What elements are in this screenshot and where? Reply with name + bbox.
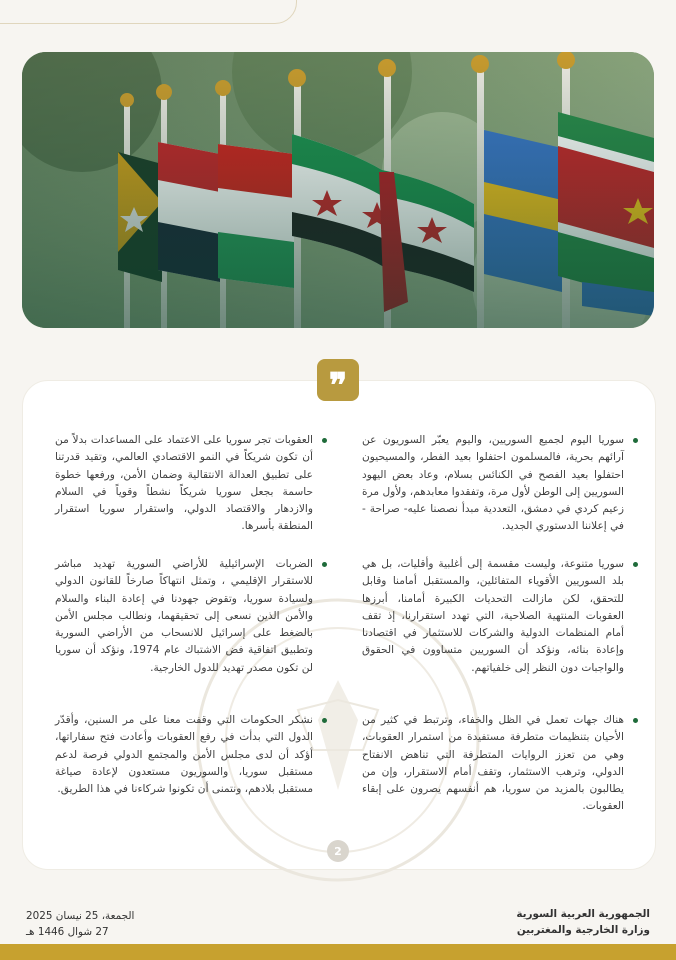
bullet-dot-icon <box>322 718 327 723</box>
bullet-item <box>362 556 624 677</box>
bullet-dot-icon <box>633 718 638 723</box>
page-number: 2 <box>327 840 349 862</box>
top-decorative-frame <box>0 0 297 24</box>
bullet-dot-icon <box>633 562 638 567</box>
bullet-dot-icon <box>322 438 327 443</box>
hijri-date: 27 شوال 1446 هـ <box>26 926 109 938</box>
bullet-dot-icon <box>322 562 327 567</box>
bullet-item <box>55 556 313 677</box>
bullet-item <box>55 712 313 798</box>
bullet-text: العقوبات تجر سوريا على الاعتماد على المساعدات بدلاً من أن تكون شريكاً في النمو الاقتصادي العالمي، وتقيد قدرتنا على تطبيق العدالة الانتقالية وضمان الأمن، ورفعها خطوة حاسمة بجعل سوريا شريكاً نشطاً وقوياً في السلام والازدهار والاقتصاد الدولي، واستقرار سوريا استقرار المنطقة بأسرها. <box>55 434 313 533</box>
bullet-text: نشكر الحكومات التي وقفت معنا على مر السنين، وأقدّر الدول التي بدأت في رفع العقوبات وأعادت فتح سفاراتها، أؤكد أن لدى مجلس الأمن والمجتمع الدولي فرصة لدعم مستقبل سوريا، والسوريون مستعدون لإعادة صياغة مستقبل بلادهم، ونتمنى أن تكونوا شركاءنا في هذا الطريق. <box>55 714 313 796</box>
bottom-accent-bar <box>0 944 676 960</box>
date-footer <box>26 908 134 940</box>
bullet-text: الضربات الإسرائيلية للأراضي السورية تهديد مباشر للاستقرار الإقليمي ، وتمثل انتهاكاً صارخاً للقانون الدولي ولسيادة سوريا، وتقوض جهودنا في إعادة البناء والسلام والأمن الذين نسعى إلى تحقيقهما، ونطالب مجلس الأمن بالضغط على إسرائيل للانسحاب من الأراضي السورية وتطبيق اتفاقية فض الاشتباك عام 1974، ونؤكد أن سوريا لن تكون مصدر تهديد للدول الخارجية. <box>55 558 314 674</box>
ministry-footer <box>516 906 650 938</box>
bullet-item <box>362 712 624 816</box>
country-name: الجمهورية العربية السورية <box>516 908 650 920</box>
bullet-item <box>362 432 624 536</box>
quote-icon: ❞ <box>317 359 359 401</box>
ministry-name: وزارة الخارجية والمغتربين <box>516 924 650 936</box>
bullet-item <box>55 432 313 536</box>
gregorian-date: الجمعة، 25 نيسان 2025 <box>26 910 135 922</box>
flags-photo <box>22 52 654 328</box>
bullet-text: سوريا اليوم لجميع السوريين، واليوم يعبّر السوريون عن آرائهم بحرية، فالمسلمون احتفلوا بعيد الفطر، والمسيحيون احتفلوا بعيد الفصح في الكنائس بسلام، وعاد بعض اليهود السوريين إلى الوطن لأول مرة، وتفقدوا معابدهم، ولأول مرة زعيم كردي في دمشق، التعددية مبدأ نصصنا عليه- صراحة - في إعلاننا الدستوري الجديد. <box>362 434 624 533</box>
bullet-text: هناك جهات تعمل في الظل والخفاء، وترتبط في كثير من الأحيان بتنظيمات متطرفة مستفيدة من استمرار العقوبات، وهي من تعزز الروايات المتطرفة التي تناهض الانفتاح الدولي، وترهب الاستثمار، وتقف أمام الاستقرار، وإن من يطالبون بالمزيد من سوريا، هم أنفسهم يصرون على إبقاء العقوبات. <box>362 714 624 813</box>
bullet-dot-icon <box>633 438 638 443</box>
bullet-text: سوريا متنوعة، وليست مقسمة إلى أغلبية وأقليات، بل هي بلد السوريين الأقوياء المتفائلين، والمستقبل أمامنا وقابل للتحقق، لكن مازالت التحديات الكبيرة أمامنا، أبرزها العقوبات المنتهية الصلاحية، التي تهدد استقرارنا، إذ تقف أمام المنظمات الدولية والشركات للاستثمار في اقتصادنا وإعادة بنائه، ونؤكد أن السوريين متساوون في الحقوق والواجبات دون النظر إلى خلفياتهم. <box>362 558 624 674</box>
